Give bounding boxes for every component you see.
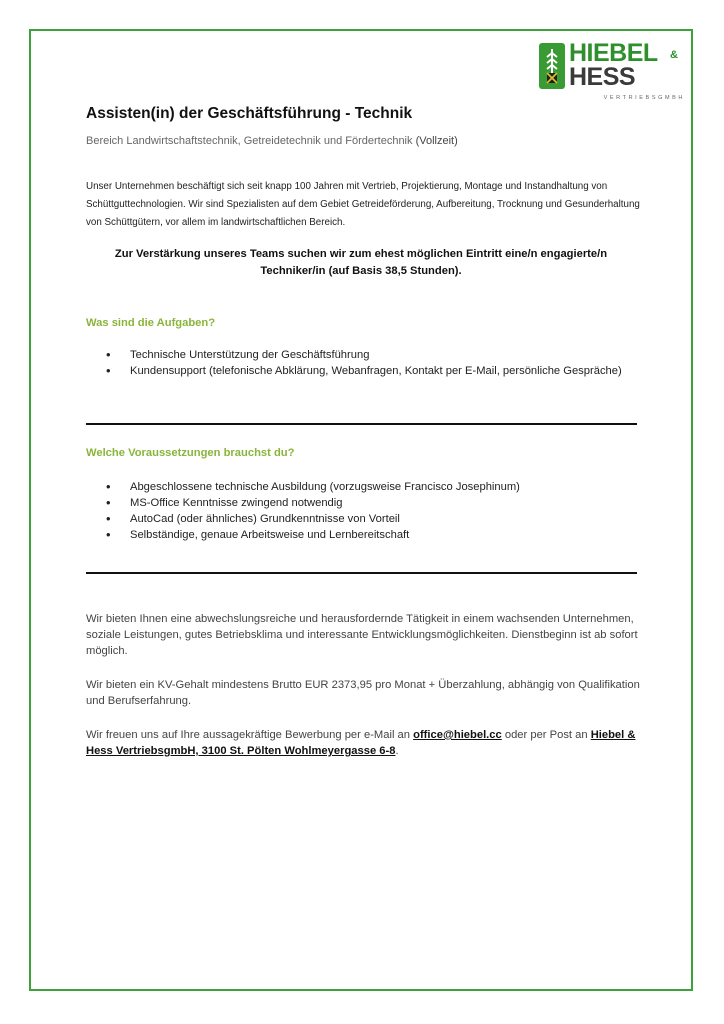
list-item: • Kundensupport (telefonische Abklärung, Webanfragen, Kontakt per E-Mail, persönliche Gespräche) xyxy=(86,363,626,379)
offer-paragraph: Wir bieten Ihnen eine abwechslungsreiche und herausfordernde Tätigkeit in einem wachsenden Unternehmen, soziale Leistungen, gutes Betriebsklima und interessante Entwicklungsmöglichkeiten. Dienstbeginn ist ab sofort möglich. xyxy=(86,613,638,657)
company-logo xyxy=(539,39,685,105)
divider xyxy=(86,572,637,574)
company-intro: Unser Unternehmen beschäftigt sich seit knapp 100 Jahren mit Vertrieb, Projektierung, Montage und Instandhaltung von Schüttguttechnologien. Wir sind Spezialisten auf dem Gebiet Getreideförderung, Aufbereitung, Trocknung und Gesunderhaltung von Schüttgütern, vor allem im landwirtschaftlichen Bereich. xyxy=(86,181,640,228)
requirements-list xyxy=(86,479,626,543)
page-title: Assisten(in) der Geschäftsführung - Technik xyxy=(86,105,413,122)
list-item: • Abgeschlossene technische Ausbildung (vorzugsweise Francisco Josephinum) xyxy=(86,479,626,495)
logo-ampersand: & xyxy=(670,49,678,61)
apply-text: Wir freuen uns auf Ihre aussagekräftige Bewerbung per e-Mail an xyxy=(86,729,414,741)
logo-word-hess: HESS xyxy=(569,63,636,91)
hiring-callout: Zur Verstärkung unseres Teams suchen wir zum ehest möglichen Eintritt eine/n engagierte/n Techniker/in (auf Basis 38,5 Stunden). xyxy=(114,248,608,277)
list-item: • Technische Unterstützung der Geschäftsführung xyxy=(86,347,626,363)
list-item: • MS-Office Kenntnisse zwingend notwendig xyxy=(86,495,626,511)
divider xyxy=(86,423,637,425)
postal-address: Hiebel & Hess VertriebsgmbH, 3100 St. Pölten Wohlmeyergasse 6-8 xyxy=(86,729,636,757)
logo-subtitle: VERTRIEBSGMBH xyxy=(603,95,685,101)
job-subtitle xyxy=(86,134,458,149)
email-link[interactable]: office@hiebel.cc xyxy=(413,729,502,741)
salary-paragraph: Wir bieten ein KV-Gehalt mindestens Brutto EUR 2373,95 pro Monat + Überzahlung, abhängig von Qualifikation und Berufserfahrung. xyxy=(86,679,640,707)
wheat-emblem-icon xyxy=(539,43,565,89)
apply-text-mid: oder per Post an xyxy=(501,729,591,741)
apply-paragraph xyxy=(86,727,646,759)
tasks-list xyxy=(86,347,626,379)
job-type: (Vollzeit) xyxy=(415,135,458,147)
list-item: • Selbständige, genaue Arbeitsweise und Lernbereitschaft xyxy=(86,527,626,543)
apply-text-end: . xyxy=(395,745,399,757)
tasks-heading: Was sind die Aufgaben? xyxy=(86,317,216,329)
list-item: • AutoCad (oder ähnliches) Grundkenntnisse von Vorteil xyxy=(86,511,626,527)
job-area: Bereich Landwirtschaftstechnik, Getreidetechnik und Fördertechnik xyxy=(86,135,416,147)
requirements-heading: Welche Voraussetzungen brauchst du? xyxy=(86,447,295,459)
logo-word-hiebel: HIEBEL xyxy=(569,39,658,67)
